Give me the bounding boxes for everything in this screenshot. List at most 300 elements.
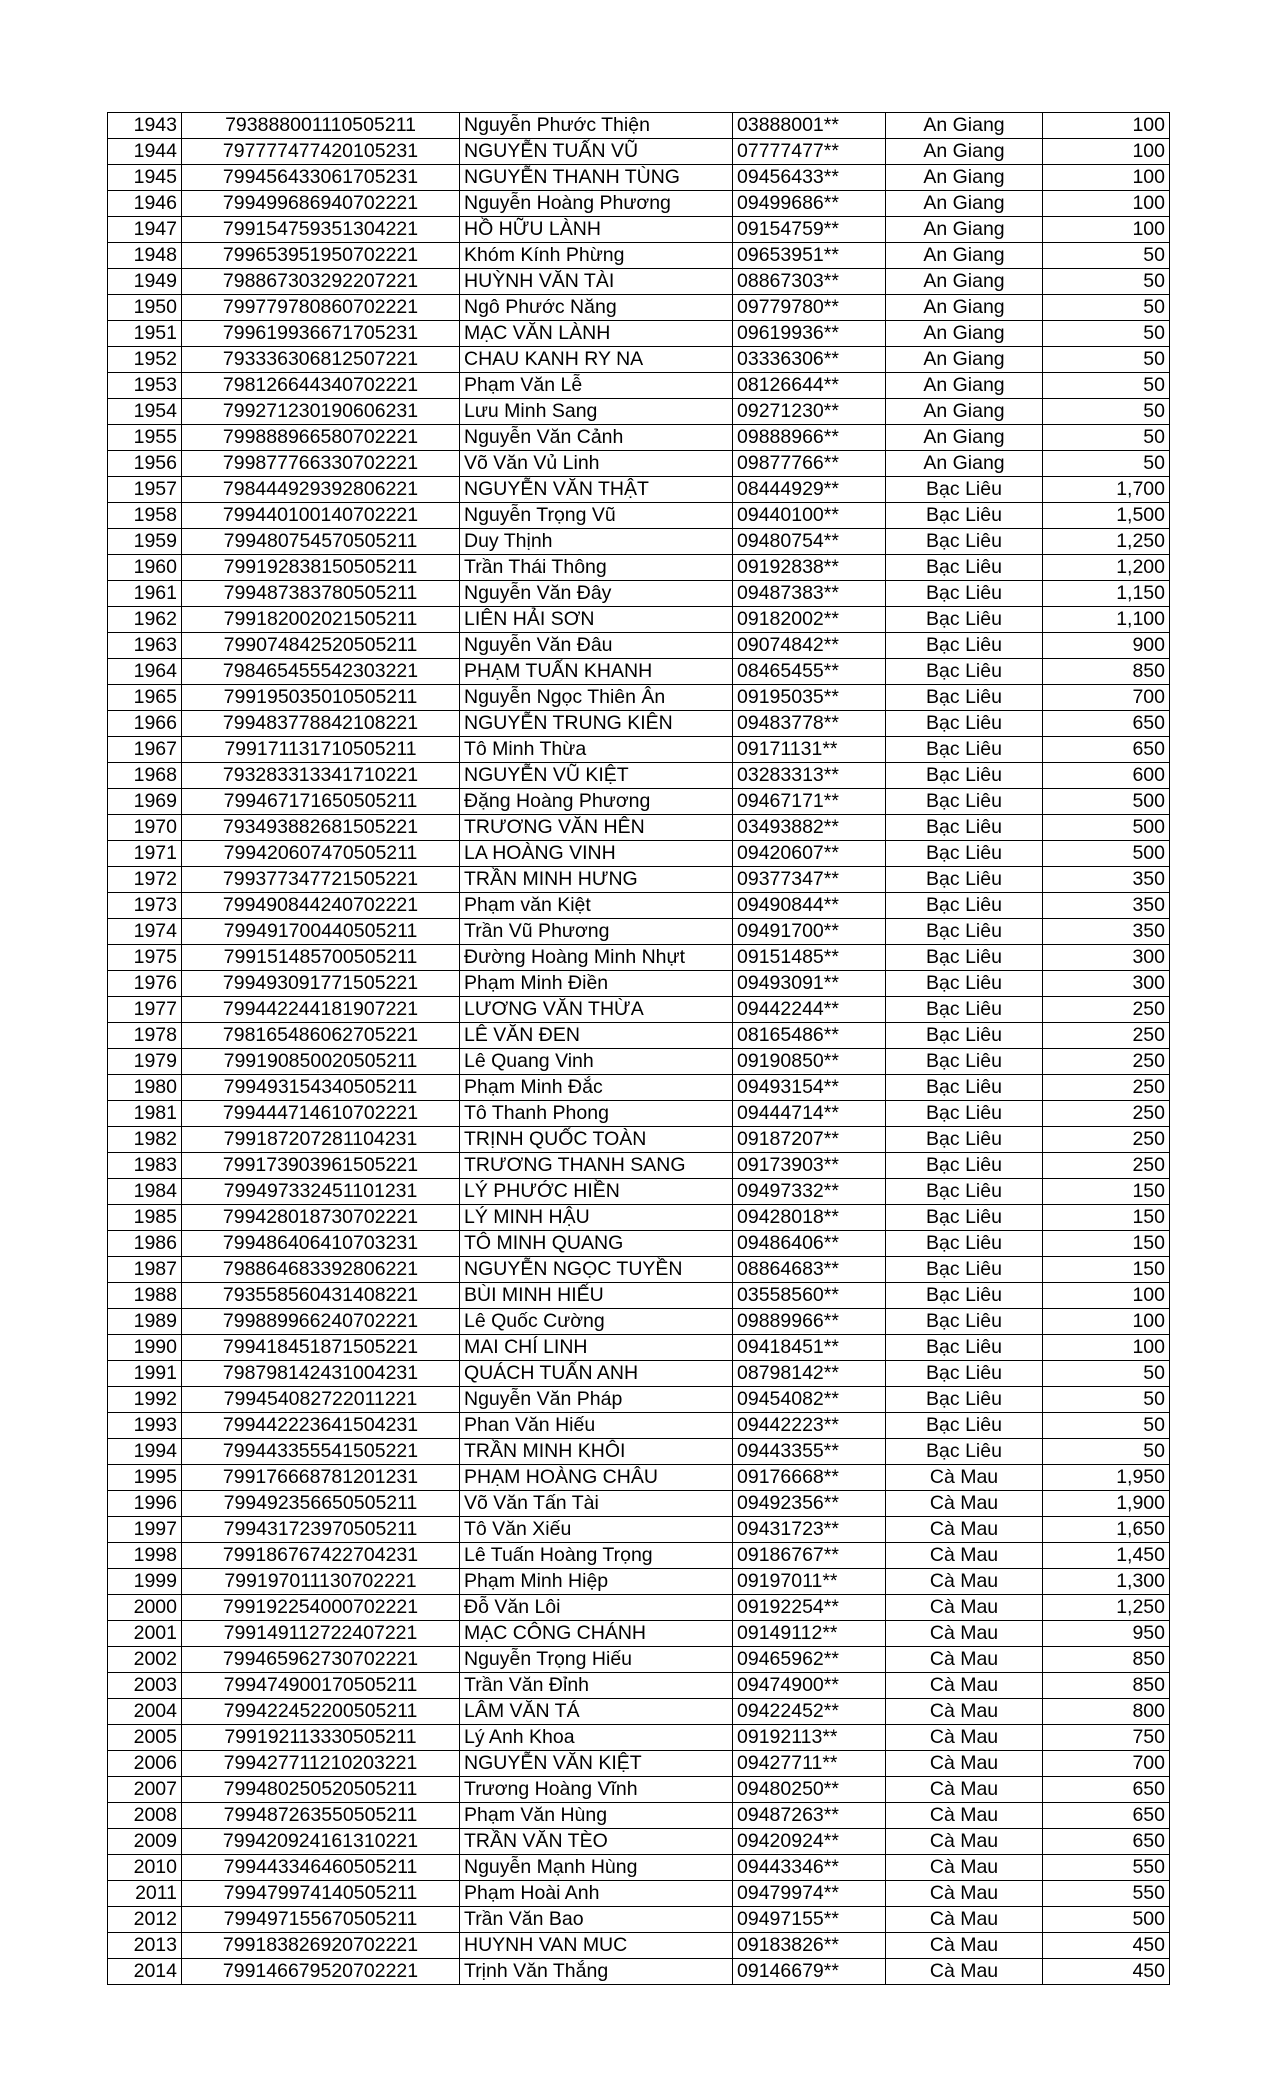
province-cell: Bạc Liêu xyxy=(886,659,1043,685)
table-row xyxy=(108,1101,1170,1127)
amount-cell: 800 xyxy=(1043,1699,1170,1725)
phone-cell: 09418451** xyxy=(733,1335,886,1361)
phone-cell: 09428018** xyxy=(733,1205,886,1231)
phone-cell: 08465455** xyxy=(733,659,886,685)
row-number-cell: 1965 xyxy=(108,685,182,711)
row-number-cell: 2013 xyxy=(108,1933,182,1959)
phone-cell: 08798142** xyxy=(733,1361,886,1387)
account-number-cell: 798798142431004231 xyxy=(182,1361,460,1387)
amount-cell: 450 xyxy=(1043,1933,1170,1959)
province-cell: An Giang xyxy=(886,139,1043,165)
phone-cell: 09490844** xyxy=(733,893,886,919)
province-cell: Cà Mau xyxy=(886,1543,1043,1569)
amount-cell: 600 xyxy=(1043,763,1170,789)
phone-cell: 09183826** xyxy=(733,1933,886,1959)
name-cell: TRỊNH QUỐC TOÀN xyxy=(460,1127,733,1153)
province-cell: Cà Mau xyxy=(886,1959,1043,1985)
row-number-cell: 1983 xyxy=(108,1153,182,1179)
name-cell: MAI CHÍ LINH xyxy=(460,1335,733,1361)
row-number-cell: 2003 xyxy=(108,1673,182,1699)
phone-cell: 09443355** xyxy=(733,1439,886,1465)
name-cell: QUÁCH TUẤN ANH xyxy=(460,1361,733,1387)
row-number-cell: 1943 xyxy=(108,113,182,139)
province-cell: Bạc Liêu xyxy=(886,763,1043,789)
amount-cell: 150 xyxy=(1043,1205,1170,1231)
table-row xyxy=(108,347,1170,373)
name-cell: Phạm Minh Điền xyxy=(460,971,733,997)
name-cell: PHẠM TUẤN KHANH xyxy=(460,659,733,685)
province-cell: Bạc Liêu xyxy=(886,971,1043,997)
account-number-cell: 799490844240702221 xyxy=(182,893,460,919)
table-row xyxy=(108,1465,1170,1491)
account-number-cell: 799465962730702221 xyxy=(182,1647,460,1673)
province-cell: Bạc Liêu xyxy=(886,867,1043,893)
amount-cell: 1,650 xyxy=(1043,1517,1170,1543)
table-row xyxy=(108,1907,1170,1933)
phone-cell: 09420607** xyxy=(733,841,886,867)
row-number-cell: 1998 xyxy=(108,1543,182,1569)
table-row xyxy=(108,1387,1170,1413)
province-cell: An Giang xyxy=(886,217,1043,243)
phone-cell: 09192838** xyxy=(733,555,886,581)
phone-cell: 09442244** xyxy=(733,997,886,1023)
table-row xyxy=(108,529,1170,555)
row-number-cell: 1945 xyxy=(108,165,182,191)
phone-cell: 09456433** xyxy=(733,165,886,191)
name-cell: NGUYỄN TRUNG KIÊN xyxy=(460,711,733,737)
amount-cell: 650 xyxy=(1043,1777,1170,1803)
name-cell: LÊ VĂN ĐEN xyxy=(460,1023,733,1049)
province-cell: Cà Mau xyxy=(886,1751,1043,1777)
table-row xyxy=(108,217,1170,243)
name-cell: Phạm Văn Hùng xyxy=(460,1803,733,1829)
province-cell: Bạc Liêu xyxy=(886,1205,1043,1231)
phone-cell: 07777477** xyxy=(733,139,886,165)
phone-cell: 09154759** xyxy=(733,217,886,243)
phone-cell: 09197011** xyxy=(733,1569,886,1595)
row-number-cell: 1977 xyxy=(108,997,182,1023)
province-cell: Bạc Liêu xyxy=(886,1335,1043,1361)
name-cell: HUYNH VAN MUC xyxy=(460,1933,733,1959)
phone-cell: 09377347** xyxy=(733,867,886,893)
table-row xyxy=(108,1543,1170,1569)
table-row xyxy=(108,1257,1170,1283)
amount-cell: 150 xyxy=(1043,1179,1170,1205)
province-cell: Bạc Liêu xyxy=(886,503,1043,529)
table-row xyxy=(108,1491,1170,1517)
table-row xyxy=(108,1283,1170,1309)
row-number-cell: 2014 xyxy=(108,1959,182,1985)
account-number-cell: 799474900170505211 xyxy=(182,1673,460,1699)
account-number-cell: 799151485700505211 xyxy=(182,945,460,971)
table-row xyxy=(108,1777,1170,1803)
row-number-cell: 1954 xyxy=(108,399,182,425)
table-row xyxy=(108,685,1170,711)
province-cell: Bạc Liêu xyxy=(886,1023,1043,1049)
row-number-cell: 1975 xyxy=(108,945,182,971)
phone-cell: 09499686** xyxy=(733,191,886,217)
name-cell: Nguyễn Văn Đây xyxy=(460,581,733,607)
amount-cell: 850 xyxy=(1043,1673,1170,1699)
name-cell: Nguyễn Mạnh Hùng xyxy=(460,1855,733,1881)
phone-cell: 09889966** xyxy=(733,1309,886,1335)
province-cell: Cà Mau xyxy=(886,1907,1043,1933)
province-cell: Cà Mau xyxy=(886,1465,1043,1491)
province-cell: Bạc Liêu xyxy=(886,1127,1043,1153)
table-row xyxy=(108,1205,1170,1231)
row-number-cell: 1973 xyxy=(108,893,182,919)
phone-cell: 09190850** xyxy=(733,1049,886,1075)
province-cell: Cà Mau xyxy=(886,1517,1043,1543)
account-number-cell: 798465455542303221 xyxy=(182,659,460,685)
amount-cell: 950 xyxy=(1043,1621,1170,1647)
account-number-cell: 799146679520702221 xyxy=(182,1959,460,1985)
phone-cell: 03493882** xyxy=(733,815,886,841)
row-number-cell: 1999 xyxy=(108,1569,182,1595)
account-number-cell: 799486406410703231 xyxy=(182,1231,460,1257)
amount-cell: 850 xyxy=(1043,659,1170,685)
table-row xyxy=(108,1803,1170,1829)
table-row xyxy=(108,165,1170,191)
phone-cell: 09440100** xyxy=(733,503,886,529)
name-cell: LA HOÀNG VINH xyxy=(460,841,733,867)
table-body xyxy=(108,113,1170,1985)
name-cell: Trịnh Văn Thắng xyxy=(460,1959,733,1985)
phone-cell: 09497332** xyxy=(733,1179,886,1205)
row-number-cell: 1966 xyxy=(108,711,182,737)
table-row xyxy=(108,1231,1170,1257)
row-number-cell: 2000 xyxy=(108,1595,182,1621)
province-cell: Cà Mau xyxy=(886,1673,1043,1699)
account-number-cell: 799190850020505211 xyxy=(182,1049,460,1075)
table-row xyxy=(108,971,1170,997)
amount-cell: 1,700 xyxy=(1043,477,1170,503)
table-row xyxy=(108,399,1170,425)
account-number-cell: 799889966240702221 xyxy=(182,1309,460,1335)
table-row xyxy=(108,607,1170,633)
amount-cell: 50 xyxy=(1043,243,1170,269)
table-row xyxy=(108,477,1170,503)
row-number-cell: 1949 xyxy=(108,269,182,295)
phone-cell: 09877766** xyxy=(733,451,886,477)
row-number-cell: 1987 xyxy=(108,1257,182,1283)
row-number-cell: 1974 xyxy=(108,919,182,945)
province-cell: Bạc Liêu xyxy=(886,1075,1043,1101)
province-cell: Cà Mau xyxy=(886,1933,1043,1959)
amount-cell: 250 xyxy=(1043,1127,1170,1153)
table-row xyxy=(108,1413,1170,1439)
province-cell: Bạc Liêu xyxy=(886,607,1043,633)
name-cell: HUỲNH VĂN TÀI xyxy=(460,269,733,295)
name-cell: PHẠM HOÀNG CHÂU xyxy=(460,1465,733,1491)
phone-cell: 08165486** xyxy=(733,1023,886,1049)
account-number-cell: 799444714610702221 xyxy=(182,1101,460,1127)
province-cell: An Giang xyxy=(886,113,1043,139)
account-number-cell: 799493091771505221 xyxy=(182,971,460,997)
name-cell: Phan Văn Hiếu xyxy=(460,1413,733,1439)
name-cell: NGUYỄN TUẤN VŨ xyxy=(460,139,733,165)
table-row xyxy=(108,1023,1170,1049)
table-row xyxy=(108,893,1170,919)
table-row xyxy=(108,867,1170,893)
account-number-cell: 799779780860702221 xyxy=(182,295,460,321)
row-number-cell: 1972 xyxy=(108,867,182,893)
amount-cell: 500 xyxy=(1043,789,1170,815)
name-cell: Lê Tuấn Hoàng Trọng xyxy=(460,1543,733,1569)
province-cell: Cà Mau xyxy=(886,1803,1043,1829)
province-cell: An Giang xyxy=(886,165,1043,191)
account-number-cell: 799149112722407221 xyxy=(182,1621,460,1647)
province-cell: Bạc Liêu xyxy=(886,633,1043,659)
phone-cell: 09427711** xyxy=(733,1751,886,1777)
province-cell: An Giang xyxy=(886,243,1043,269)
name-cell: BÙI MINH HIẾU xyxy=(460,1283,733,1309)
amount-cell: 100 xyxy=(1043,165,1170,191)
amount-cell: 900 xyxy=(1043,633,1170,659)
table-row xyxy=(108,1049,1170,1075)
table-row xyxy=(108,789,1170,815)
phone-cell: 09493091** xyxy=(733,971,886,997)
province-cell: Bạc Liêu xyxy=(886,1179,1043,1205)
row-number-cell: 1951 xyxy=(108,321,182,347)
row-number-cell: 1971 xyxy=(108,841,182,867)
amount-cell: 50 xyxy=(1043,425,1170,451)
phone-cell: 09192254** xyxy=(733,1595,886,1621)
amount-cell: 1,450 xyxy=(1043,1543,1170,1569)
province-cell: An Giang xyxy=(886,425,1043,451)
table-row xyxy=(108,191,1170,217)
amount-cell: 1,250 xyxy=(1043,529,1170,555)
table-row xyxy=(108,763,1170,789)
phone-cell: 09146679** xyxy=(733,1959,886,1985)
table-row xyxy=(108,269,1170,295)
table-row xyxy=(108,1673,1170,1699)
amount-cell: 100 xyxy=(1043,1283,1170,1309)
amount-cell: 1,500 xyxy=(1043,503,1170,529)
row-number-cell: 1964 xyxy=(108,659,182,685)
name-cell: TRẦN MINH KHÔI xyxy=(460,1439,733,1465)
account-number-cell: 798867303292207221 xyxy=(182,269,460,295)
amount-cell: 300 xyxy=(1043,971,1170,997)
account-number-cell: 799497332451101231 xyxy=(182,1179,460,1205)
account-number-cell: 799187207281104231 xyxy=(182,1127,460,1153)
row-number-cell: 1979 xyxy=(108,1049,182,1075)
phone-cell: 09480754** xyxy=(733,529,886,555)
amount-cell: 50 xyxy=(1043,373,1170,399)
account-number-cell: 799195035010505211 xyxy=(182,685,460,711)
amount-cell: 300 xyxy=(1043,945,1170,971)
amount-cell: 550 xyxy=(1043,1855,1170,1881)
name-cell: Ngô Phước Năng xyxy=(460,295,733,321)
name-cell: Phạm Minh Đắc xyxy=(460,1075,733,1101)
province-cell: Bạc Liêu xyxy=(886,1101,1043,1127)
name-cell: NGUYỄN VŨ KIỆT xyxy=(460,763,733,789)
row-number-cell: 2002 xyxy=(108,1647,182,1673)
phone-cell: 09619936** xyxy=(733,321,886,347)
table-row xyxy=(108,1439,1170,1465)
account-number-cell: 799442244181907221 xyxy=(182,997,460,1023)
name-cell: Đường Hoàng Minh Nhựt xyxy=(460,945,733,971)
phone-cell: 03283313** xyxy=(733,763,886,789)
province-cell: An Giang xyxy=(886,295,1043,321)
row-number-cell: 1993 xyxy=(108,1413,182,1439)
account-number-cell: 799480250520505211 xyxy=(182,1777,460,1803)
phone-cell: 09888966** xyxy=(733,425,886,451)
amount-cell: 50 xyxy=(1043,1439,1170,1465)
account-number-cell: 799492356650505211 xyxy=(182,1491,460,1517)
account-number-cell: 799440100140702221 xyxy=(182,503,460,529)
table-row xyxy=(108,919,1170,945)
phone-cell: 09171131** xyxy=(733,737,886,763)
account-number-cell: 799427711210203221 xyxy=(182,1751,460,1777)
phone-cell: 09483778** xyxy=(733,711,886,737)
name-cell: NGUYỄN THANH TÙNG xyxy=(460,165,733,191)
account-number-cell: 793283313341710221 xyxy=(182,763,460,789)
table-row xyxy=(108,1179,1170,1205)
phone-cell: 09653951** xyxy=(733,243,886,269)
phone-cell: 03336306** xyxy=(733,347,886,373)
row-number-cell: 1978 xyxy=(108,1023,182,1049)
name-cell: TRẦN VĂN TÈO xyxy=(460,1829,733,1855)
name-cell: Nguyễn Phước Thiện xyxy=(460,113,733,139)
phone-cell: 08444929** xyxy=(733,477,886,503)
province-cell: Bạc Liêu xyxy=(886,1153,1043,1179)
amount-cell: 250 xyxy=(1043,1075,1170,1101)
phone-cell: 03558560** xyxy=(733,1283,886,1309)
row-number-cell: 1968 xyxy=(108,763,182,789)
amount-cell: 250 xyxy=(1043,997,1170,1023)
row-number-cell: 1960 xyxy=(108,555,182,581)
row-number-cell: 1947 xyxy=(108,217,182,243)
table-row xyxy=(108,1621,1170,1647)
account-number-cell: 799479974140505211 xyxy=(182,1881,460,1907)
table-row xyxy=(108,1595,1170,1621)
phone-cell: 09465962** xyxy=(733,1647,886,1673)
row-number-cell: 1984 xyxy=(108,1179,182,1205)
amount-cell: 50 xyxy=(1043,321,1170,347)
row-number-cell: 1967 xyxy=(108,737,182,763)
province-cell: Bạc Liêu xyxy=(886,945,1043,971)
amount-cell: 850 xyxy=(1043,1647,1170,1673)
province-cell: Bạc Liêu xyxy=(886,1231,1043,1257)
name-cell: Trần Vũ Phương xyxy=(460,919,733,945)
data-table xyxy=(107,112,1170,1985)
table-row xyxy=(108,1569,1170,1595)
amount-cell: 350 xyxy=(1043,867,1170,893)
name-cell: Phạm Minh Hiệp xyxy=(460,1569,733,1595)
name-cell: Trần Thái Thông xyxy=(460,555,733,581)
row-number-cell: 2001 xyxy=(108,1621,182,1647)
account-number-cell: 799171131710505211 xyxy=(182,737,460,763)
account-number-cell: 793493882681505221 xyxy=(182,815,460,841)
province-cell: Bạc Liêu xyxy=(886,685,1043,711)
phone-cell: 09444714** xyxy=(733,1101,886,1127)
phone-cell: 09454082** xyxy=(733,1387,886,1413)
table-row xyxy=(108,451,1170,477)
phone-cell: 09173903** xyxy=(733,1153,886,1179)
amount-cell: 650 xyxy=(1043,1829,1170,1855)
amount-cell: 50 xyxy=(1043,1361,1170,1387)
amount-cell: 500 xyxy=(1043,841,1170,867)
phone-cell: 09176668** xyxy=(733,1465,886,1491)
province-cell: An Giang xyxy=(886,347,1043,373)
phone-cell: 09467171** xyxy=(733,789,886,815)
row-number-cell: 1988 xyxy=(108,1283,182,1309)
table-row xyxy=(108,243,1170,269)
amount-cell: 1,100 xyxy=(1043,607,1170,633)
account-number-cell: 799183826920702221 xyxy=(182,1933,460,1959)
account-number-cell: 799420924161310221 xyxy=(182,1829,460,1855)
name-cell: LÝ MINH HẬU xyxy=(460,1205,733,1231)
table-row xyxy=(108,113,1170,139)
province-cell: Bạc Liêu xyxy=(886,815,1043,841)
province-cell: Bạc Liêu xyxy=(886,1049,1043,1075)
province-cell: An Giang xyxy=(886,191,1043,217)
account-number-cell: 799074842520505211 xyxy=(182,633,460,659)
account-number-cell: 793558560431408221 xyxy=(182,1283,460,1309)
table-row xyxy=(108,1309,1170,1335)
table-row xyxy=(108,1725,1170,1751)
amount-cell: 550 xyxy=(1043,1881,1170,1907)
account-number-cell: 798864683392806221 xyxy=(182,1257,460,1283)
amount-cell: 50 xyxy=(1043,451,1170,477)
table-row xyxy=(108,581,1170,607)
name-cell: LÝ PHƯỚC HIỀN xyxy=(460,1179,733,1205)
row-number-cell: 2012 xyxy=(108,1907,182,1933)
amount-cell: 100 xyxy=(1043,191,1170,217)
province-cell: Bạc Liêu xyxy=(886,1361,1043,1387)
row-number-cell: 1981 xyxy=(108,1101,182,1127)
row-number-cell: 1991 xyxy=(108,1361,182,1387)
name-cell: MẠC VĂN LÀNH xyxy=(460,321,733,347)
name-cell: LÂM VĂN TÁ xyxy=(460,1699,733,1725)
name-cell: HỒ HỮU LÀNH xyxy=(460,217,733,243)
province-cell: Cà Mau xyxy=(886,1725,1043,1751)
province-cell: Cà Mau xyxy=(886,1777,1043,1803)
row-number-cell: 1994 xyxy=(108,1439,182,1465)
amount-cell: 650 xyxy=(1043,737,1170,763)
province-cell: Cà Mau xyxy=(886,1699,1043,1725)
province-cell: Cà Mau xyxy=(886,1621,1043,1647)
phone-cell: 09074842** xyxy=(733,633,886,659)
name-cell: Nguyễn Văn Đâu xyxy=(460,633,733,659)
phone-cell: 09182002** xyxy=(733,607,886,633)
account-number-cell: 799192838150505211 xyxy=(182,555,460,581)
account-number-cell: 798165486062705221 xyxy=(182,1023,460,1049)
name-cell: Tô Văn Xiếu xyxy=(460,1517,733,1543)
row-number-cell: 1985 xyxy=(108,1205,182,1231)
row-number-cell: 1996 xyxy=(108,1491,182,1517)
table-row xyxy=(108,1933,1170,1959)
phone-cell: 09442223** xyxy=(733,1413,886,1439)
phone-cell: 09474900** xyxy=(733,1673,886,1699)
amount-cell: 700 xyxy=(1043,685,1170,711)
row-number-cell: 2008 xyxy=(108,1803,182,1829)
row-number-cell: 1989 xyxy=(108,1309,182,1335)
name-cell: Tô Minh Thừa xyxy=(460,737,733,763)
amount-cell: 250 xyxy=(1043,1023,1170,1049)
amount-cell: 350 xyxy=(1043,893,1170,919)
phone-cell: 09486406** xyxy=(733,1231,886,1257)
phone-cell: 09480250** xyxy=(733,1777,886,1803)
name-cell: NGUYỄN NGỌC TUYỀN xyxy=(460,1257,733,1283)
row-number-cell: 2010 xyxy=(108,1855,182,1881)
phone-cell: 09151485** xyxy=(733,945,886,971)
province-cell: Bạc Liêu xyxy=(886,1283,1043,1309)
table-row xyxy=(108,1881,1170,1907)
table-row xyxy=(108,321,1170,347)
table-row xyxy=(108,503,1170,529)
